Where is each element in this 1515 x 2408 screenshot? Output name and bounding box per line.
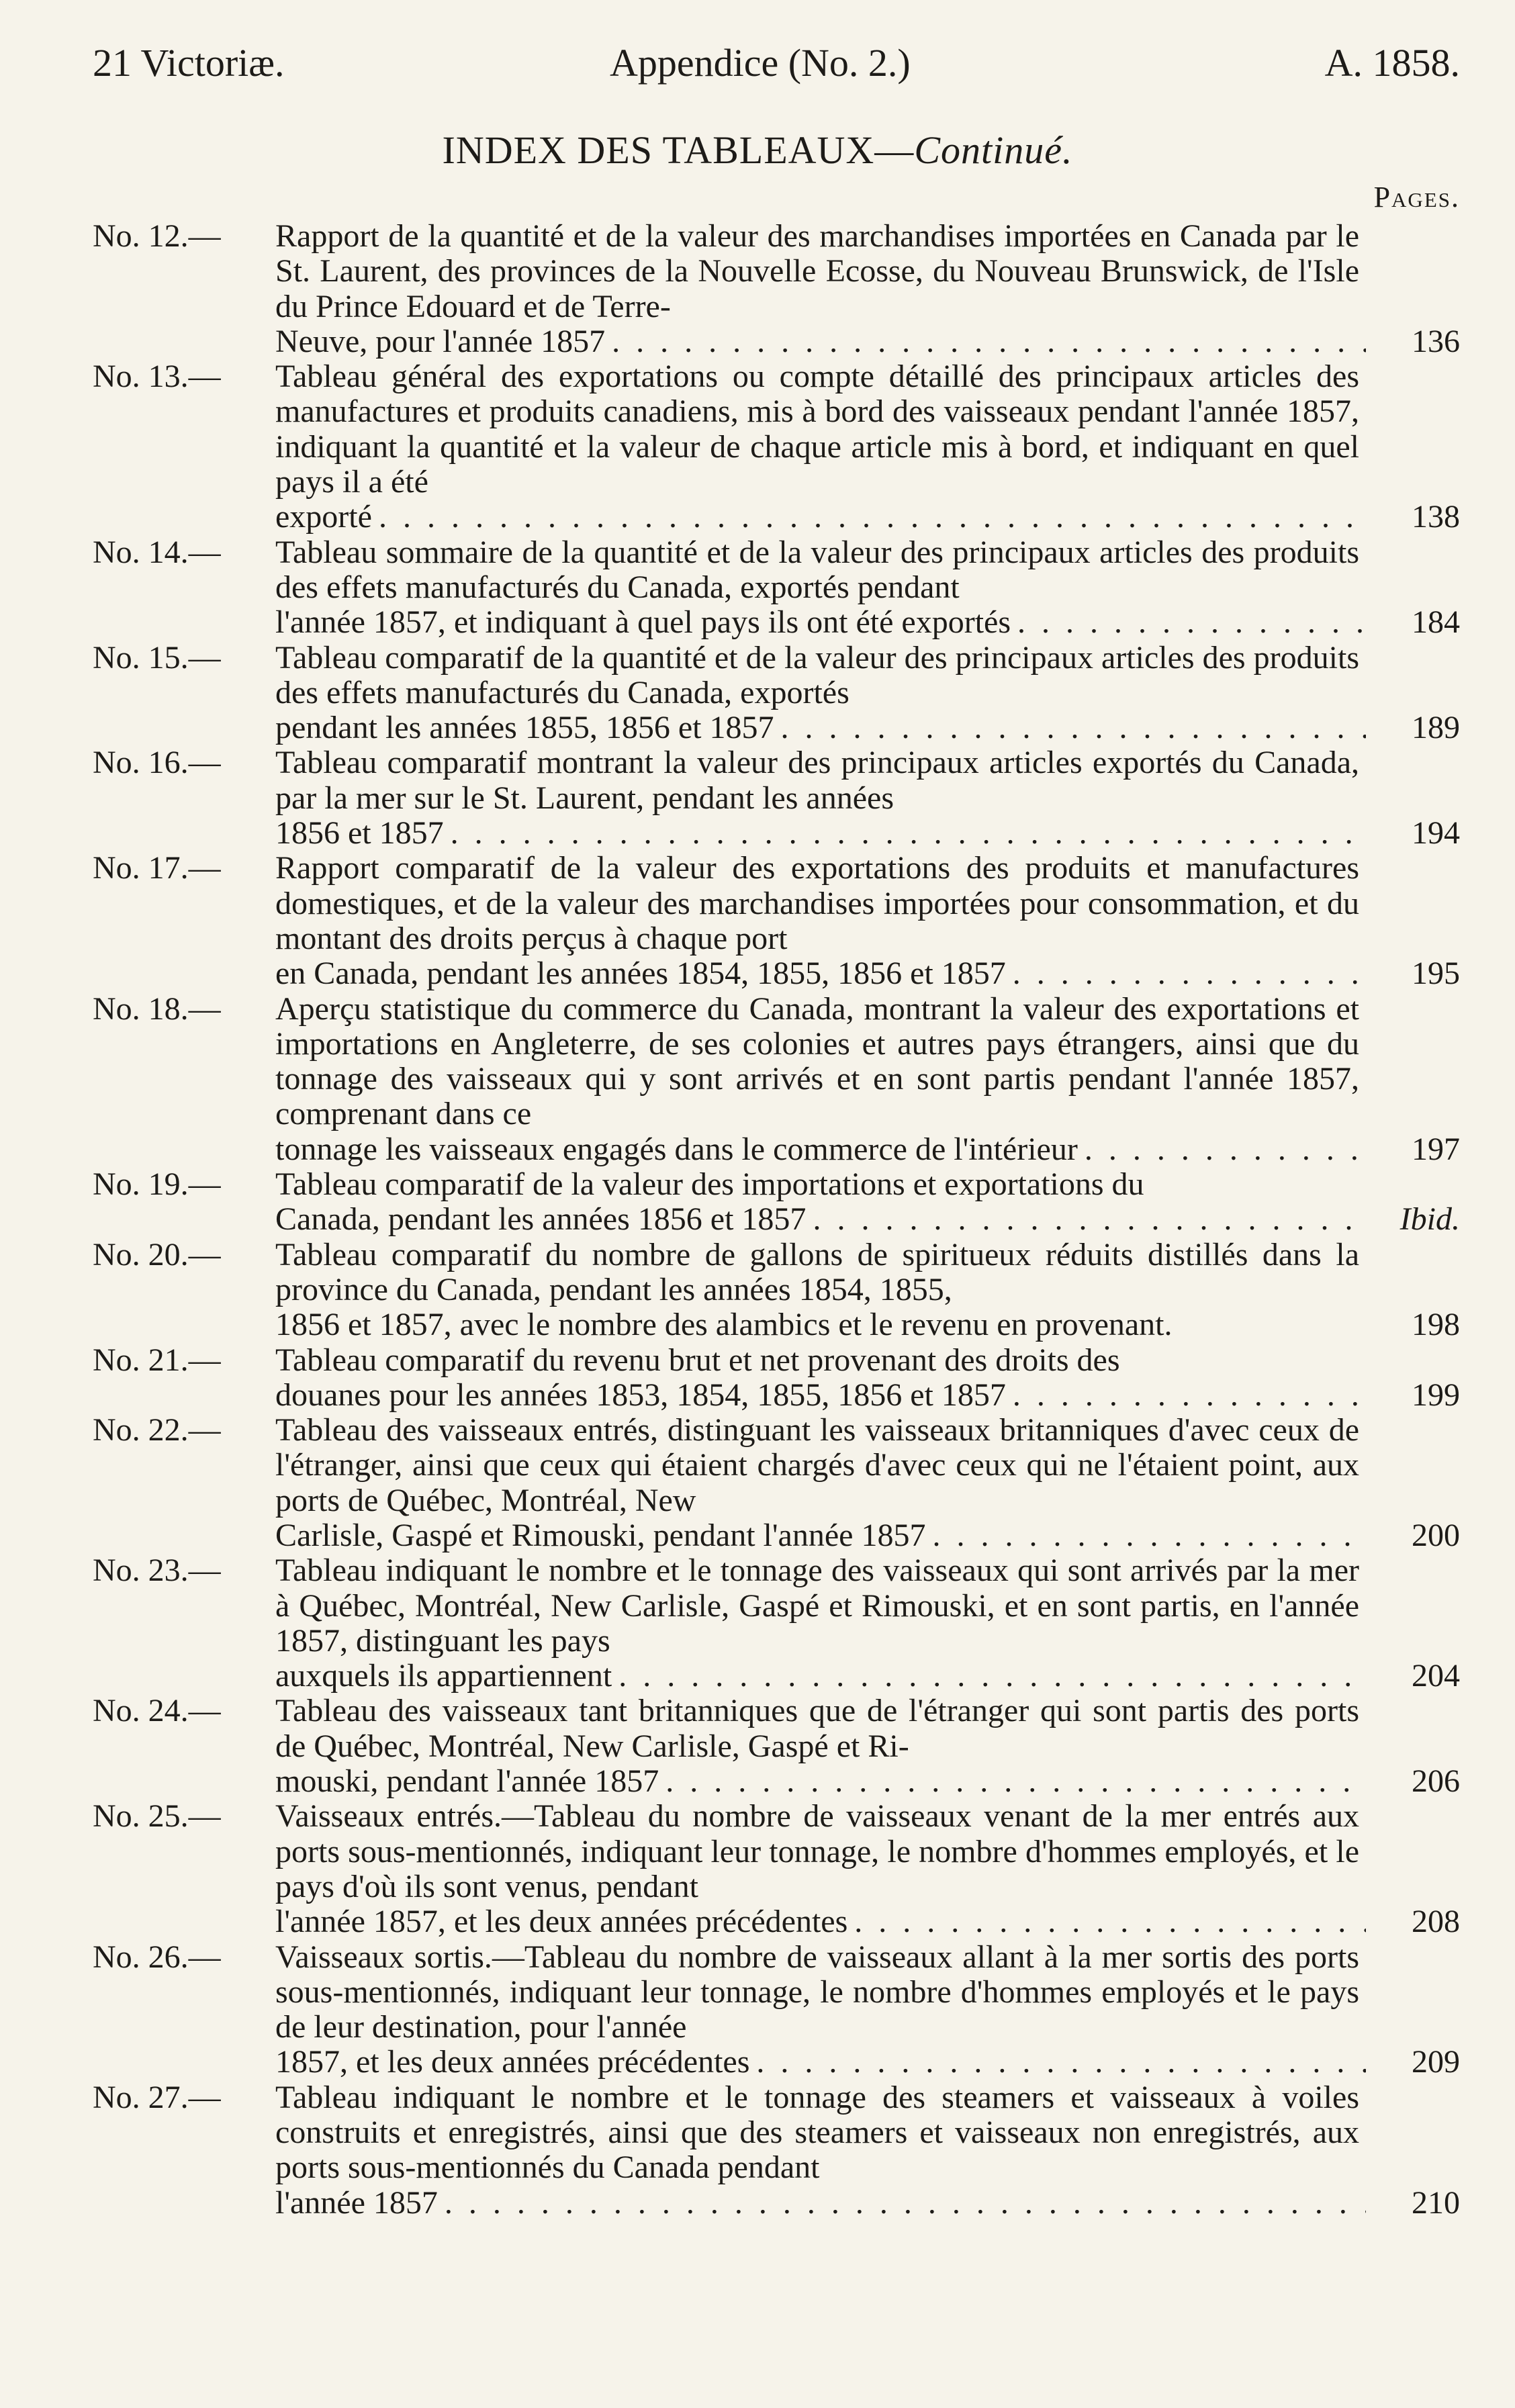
- entry-description: Tableau indiquant le nombre et le tonnage des steamers et vaisseaux à voiles construits et enregistrés, ainsi que des steamers et vaisseaux non enregistrés, aux ports sous-mentionnés du Canada pendant: [275, 2079, 1359, 2186]
- page-number: 204: [1412, 1658, 1460, 1694]
- entry-last-line-text: Canada, pendant les années 1856 et 1857: [275, 1201, 807, 1238]
- dot-leader: [932, 1518, 1366, 1553]
- index-entry: [93, 1167, 1460, 1238]
- entry-description: Aperçu statistique du commerce du Canada, montrant la valeur des exportations et importations en Angleterre, de ses colonies et autres pays étrangers, ainsi que du tonnage des vaisseaux qui y sont arrivés et en sont partis pendant l'année 1857, comprenant dans ce: [275, 990, 1359, 1132]
- entry-last-line-text: douanes pour les années 1853, 1854, 1855, 1856 et 1857: [275, 1377, 1006, 1413]
- header-session: 21 Victoriæ.: [93, 41, 285, 85]
- index-entry: [93, 219, 1460, 359]
- index-entry: [93, 1799, 1460, 1939]
- index-entries: [93, 219, 1460, 2221]
- entry-number: No. 24.—: [93, 1693, 221, 1729]
- index-entry: [93, 1940, 1460, 2080]
- entry-last-line-text: tonnage les vaisseaux engagés dans le commerce de l'intérieur: [275, 1131, 1078, 1167]
- entry-last-line: [275, 710, 1460, 745]
- page-number: 199: [1412, 1377, 1460, 1413]
- entry-last-line-text: pendant les années 1855, 1856 et 1857: [275, 710, 774, 746]
- dot-leader: [756, 2045, 1366, 2080]
- title-main: INDEX DES TABLEAUX—: [442, 128, 915, 172]
- entry-last-line: [275, 500, 1460, 535]
- page-number: 184: [1412, 604, 1460, 641]
- entry-last-line-text: exporté: [275, 499, 372, 535]
- index-entry: [93, 359, 1460, 535]
- entry-number: No. 20.—: [93, 1236, 221, 1272]
- entry-last-line: [275, 1659, 1460, 1694]
- dot-leader: [445, 2186, 1366, 2221]
- page-number: 210: [1412, 2184, 1460, 2221]
- entry-last-line-text: 1856 et 1857, avec le nombre des alambics et le revenu en provenant.: [275, 1307, 1173, 1343]
- entry-last-line: [275, 816, 1460, 851]
- index-entry: [93, 1343, 1460, 1414]
- entry-number: No. 23.—: [93, 1553, 221, 1589]
- entry-number: No. 12.—: [93, 218, 221, 254]
- page-number: 206: [1412, 1763, 1460, 1800]
- entry-description: Tableau comparatif montrant la valeur des principaux articles exportés du Canada, par la mer sur le St. Laurent, pendant les années: [275, 745, 1359, 816]
- entry-number: No. 26.—: [93, 1939, 221, 1975]
- page-number: 189: [1412, 710, 1460, 746]
- page-number: 197: [1412, 1131, 1460, 1167]
- entry-last-line: [275, 1764, 1460, 1799]
- title-continued: Continué.: [914, 128, 1073, 172]
- entry-last-line-text: l'année 1857: [275, 2184, 438, 2221]
- index-entry: [93, 1553, 1460, 1694]
- entry-last-line: [275, 1307, 1460, 1342]
- entry-description: Tableau général des exportations ou compte détaillé des principaux articles des manufactures et produits canadiens, mis à bord des vaisseaux pendant l'année 1857, indiquant la quantité et la valeur de chaque article mis à bord, et indiquant en quel pays il a été: [275, 359, 1359, 500]
- entry-last-line: [275, 1904, 1460, 1939]
- dot-leader: [1085, 1132, 1366, 1167]
- entry-description: Tableau comparatif de la quantité et de la valeur des principaux articles des produits des effets manufacturés du Canada, exportés: [275, 639, 1359, 710]
- dot-leader: [612, 324, 1366, 359]
- index-entry: [93, 2080, 1460, 2221]
- entry-number: No. 27.—: [93, 2079, 221, 2115]
- entry-description: Rapport de la quantité et de la valeur des marchandises importées en Canada par le St. Laurent, des provinces de la Nouvelle Ecosse, du Nouveau Brunswick, de l'Isle du Prince Edouard et de Terre-: [275, 218, 1359, 324]
- entry-number: No. 18.—: [93, 990, 221, 1027]
- page-title: [0, 128, 1515, 173]
- index-entry: [93, 745, 1460, 851]
- dot-leader: [813, 1202, 1366, 1237]
- page-number: 194: [1412, 815, 1460, 851]
- entry-last-line: [275, 1132, 1460, 1167]
- entry-number: No. 25.—: [93, 1798, 221, 1835]
- dot-leader: [1013, 956, 1366, 991]
- page-number: 195: [1412, 956, 1460, 992]
- entry-last-line: [275, 605, 1460, 640]
- entry-last-line: [275, 956, 1460, 991]
- entry-description: Tableau comparatif du revenu brut et net provenant des droits des: [275, 1342, 1120, 1378]
- entry-last-line: [275, 2045, 1460, 2080]
- entry-last-line-text: 1856 et 1857: [275, 815, 444, 851]
- index-entry: [93, 992, 1460, 1167]
- entry-number: No. 21.—: [93, 1342, 221, 1378]
- entry-last-line-text: l'année 1857, et indiquant à quel pays ils ont été exportés: [275, 604, 1011, 641]
- page-number: Ibid.: [1399, 1201, 1460, 1238]
- entry-number: No. 16.—: [93, 745, 221, 781]
- page-number: 208: [1412, 1904, 1460, 1940]
- entry-last-line: [275, 2186, 1460, 2221]
- dot-leader: [451, 816, 1366, 851]
- dot-leader: [379, 500, 1366, 535]
- entry-number: No. 17.—: [93, 850, 221, 886]
- page-number: 198: [1412, 1307, 1460, 1343]
- dot-leader: [781, 710, 1367, 745]
- entry-number: No. 22.—: [93, 1412, 221, 1448]
- entry-description: Tableau des vaisseaux entrés, distinguant les vaisseaux britanniques d'avec ceux de l'étranger, ainsi que ceux qui étaient chargés d'avec ceux qui ne l'étaient point, aux ports de Québec, Montréal, New: [275, 1412, 1359, 1518]
- entry-description: Tableau sommaire de la quantité et de la valeur des principaux articles des produits des effets manufacturés du Canada, exportés pendant: [275, 534, 1359, 605]
- entry-last-line-text: en Canada, pendant les années 1854, 1855, 1856 et 1857: [275, 956, 1006, 992]
- dot-leader: [665, 1764, 1366, 1799]
- entry-last-line-text: 1857, et les deux années précédentes: [275, 2044, 750, 2080]
- entry-description: Tableau comparatif du nombre de gallons de spiritueux réduits distillés dans la province du Canada, pendant les années 1854, 1855,: [275, 1236, 1359, 1307]
- entry-last-line-text: Neuve, pour l'année 1857: [275, 323, 606, 359]
- entry-last-line: [275, 1378, 1460, 1413]
- pages-column-label: Pages.: [1373, 181, 1460, 214]
- page-number: 138: [1412, 499, 1460, 535]
- entry-description: Tableau des vaisseaux tant britanniques que de l'étranger qui sont partis des ports de Québec, Montréal, New Carlisle, Gaspé et Ri-: [275, 1693, 1359, 1764]
- entry-number: No. 15.—: [93, 639, 221, 676]
- index-entry: [93, 1413, 1460, 1553]
- index-entry: [93, 641, 1460, 746]
- dot-leader: [854, 1904, 1366, 1939]
- entry-last-line-text: auxquels ils appartiennent: [275, 1658, 612, 1694]
- entry-description: Rapport comparatif de la valeur des exportations des produits et manufactures domestiques, et de la valeur des marchandises importées pour consommation, et du montant des droits perçus à chaque port: [275, 850, 1359, 956]
- entry-last-line-text: Carlisle, Gaspé et Rimouski, pendant l'année 1857: [275, 1517, 926, 1553]
- dot-leader: [1017, 605, 1366, 640]
- dot-leader: [1013, 1378, 1366, 1413]
- page-number: 136: [1412, 323, 1460, 359]
- entry-description: Tableau comparatif de la valeur des importations et exportations du: [275, 1166, 1144, 1203]
- entry-last-line-text: mouski, pendant l'année 1857: [275, 1763, 659, 1800]
- entry-last-line-text: l'année 1857, et les deux années précédentes: [275, 1904, 848, 1940]
- entry-last-line: [275, 1518, 1460, 1553]
- page-number: 209: [1412, 2044, 1460, 2080]
- entry-description: Vaisseaux entrés.—Tableau du nombre de vaisseaux venant de la mer entrés aux ports sous-mentionnés, indiquant leur tonnage, le nombre d'hommes employés, et le pays d'où ils sont venus, pendant: [275, 1798, 1359, 1904]
- entry-description: Vaisseaux sortis.—Tableau du nombre de vaisseaux allant à la mer sortis des ports sous-mentionnés, indiquant leur tonnage, le nombre d'hommes employés et le pays de leur destination, pour l'année: [275, 1939, 1359, 2045]
- entry-number: No. 19.—: [93, 1166, 221, 1203]
- header-year: A. 1858.: [1324, 41, 1460, 85]
- dot-leader: [618, 1659, 1366, 1694]
- entry-last-line: [275, 324, 1460, 359]
- page-number: 200: [1412, 1517, 1460, 1553]
- index-entry: [93, 535, 1460, 641]
- index-entry: [93, 1694, 1460, 1799]
- index-entry: [93, 851, 1460, 991]
- entry-number: No. 14.—: [93, 534, 221, 570]
- entry-last-line: [275, 1202, 1460, 1237]
- running-header: [93, 40, 1460, 101]
- entry-description: Tableau indiquant le nombre et le tonnage des vaisseaux qui sont arrivés par la mer à Québec, Montréal, New Carlisle, Gaspé et Rimouski, et en sont partis, en l'année 1857, distinguant les pays: [275, 1553, 1359, 1659]
- header-appendix: Appendice (No. 2.): [610, 41, 911, 85]
- index-entry: [93, 1238, 1460, 1343]
- entry-number: No. 13.—: [93, 359, 221, 395]
